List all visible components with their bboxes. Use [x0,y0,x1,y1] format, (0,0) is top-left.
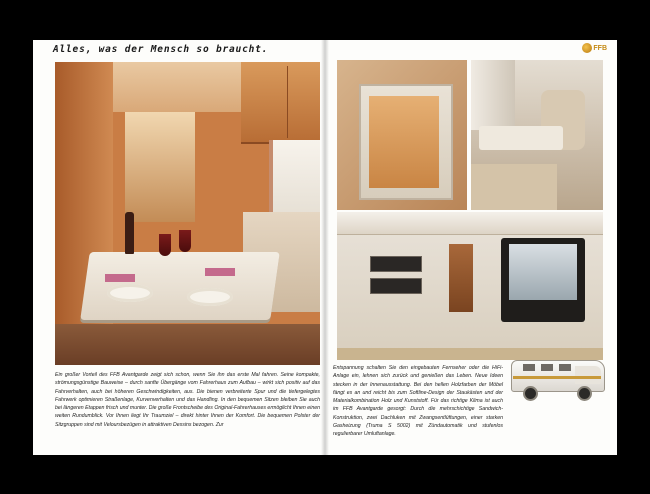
cab-seating-photo [471,60,603,210]
logo-text: FFB [593,44,607,52]
left-body-text: Ein großer Vorteil des FFB Avantgarde zeigt sich schon, wenn Sie ihn das erste Mal fahren. Seine kompakte, strömungsgünstige Bauweise – durch sanfte Übergänge vom Fahrerhaus zum Aufbau – wirkt sich positiv auf das Fahrverhalten, auch bei höheren Geschwindigkeiten, aus. Die bienen verbreiterte Spur und die tiefergelegtes Fahrwerk optimieren Straßenlage, Kurvenverhalten und das Handling. In den bequemen Sitzen bleiben Sie auch bei längeren Etappen frisch und munter. Die große Frontscheibe des Original-Fahrerhauses ermöglicht Ihnen einen weiten Rundumblick. Vor Ihnen liegt Ihr Traumziel – direkt hinter Ihnen der Komfort. Die bequemen Polster der Sitzgruppen sind mit Veloursbezügen in attraktiven Dessins bezogen. Zur [55,372,320,428]
right-body-text: Entspannung schalten Sie den eingebauten Fernseher oder die HiFi-Anlage ein, lehnen sich zurück und genießen das Leben. Neue Ideen stecken in der Innenausstattung. Bei den hellen Holzfarben der Möbel fängt es an und reicht bis zum Softline-Design der Staukästen und der Materialkombination Holz und Kunststoff. Für das richtige Klima ist auch im FFB Avantgarde gesorgt: Durch die mehrschichtige Sandwich-Konstruktion, zwei Dachluken mit Zwangsentlüftungen, einer starken Gasheizung (Truma S 5002) mit Zündautomatik und stufenlos regulierbarer Umluftanlage. [333,365,503,438]
motorhome-exterior-photo [505,350,609,402]
headline: Alles, was der Mensch so braucht. [53,44,269,55]
cabinet-door-photo [337,60,467,210]
brochure-spread [33,40,617,455]
page-gutter [321,40,329,455]
interior-dinette-photo [55,62,320,365]
right-page [325,40,617,455]
logo-mark-icon [582,43,592,53]
brand-logo [582,43,607,53]
left-page [33,40,325,455]
tv-hifi-console-photo [337,212,603,360]
